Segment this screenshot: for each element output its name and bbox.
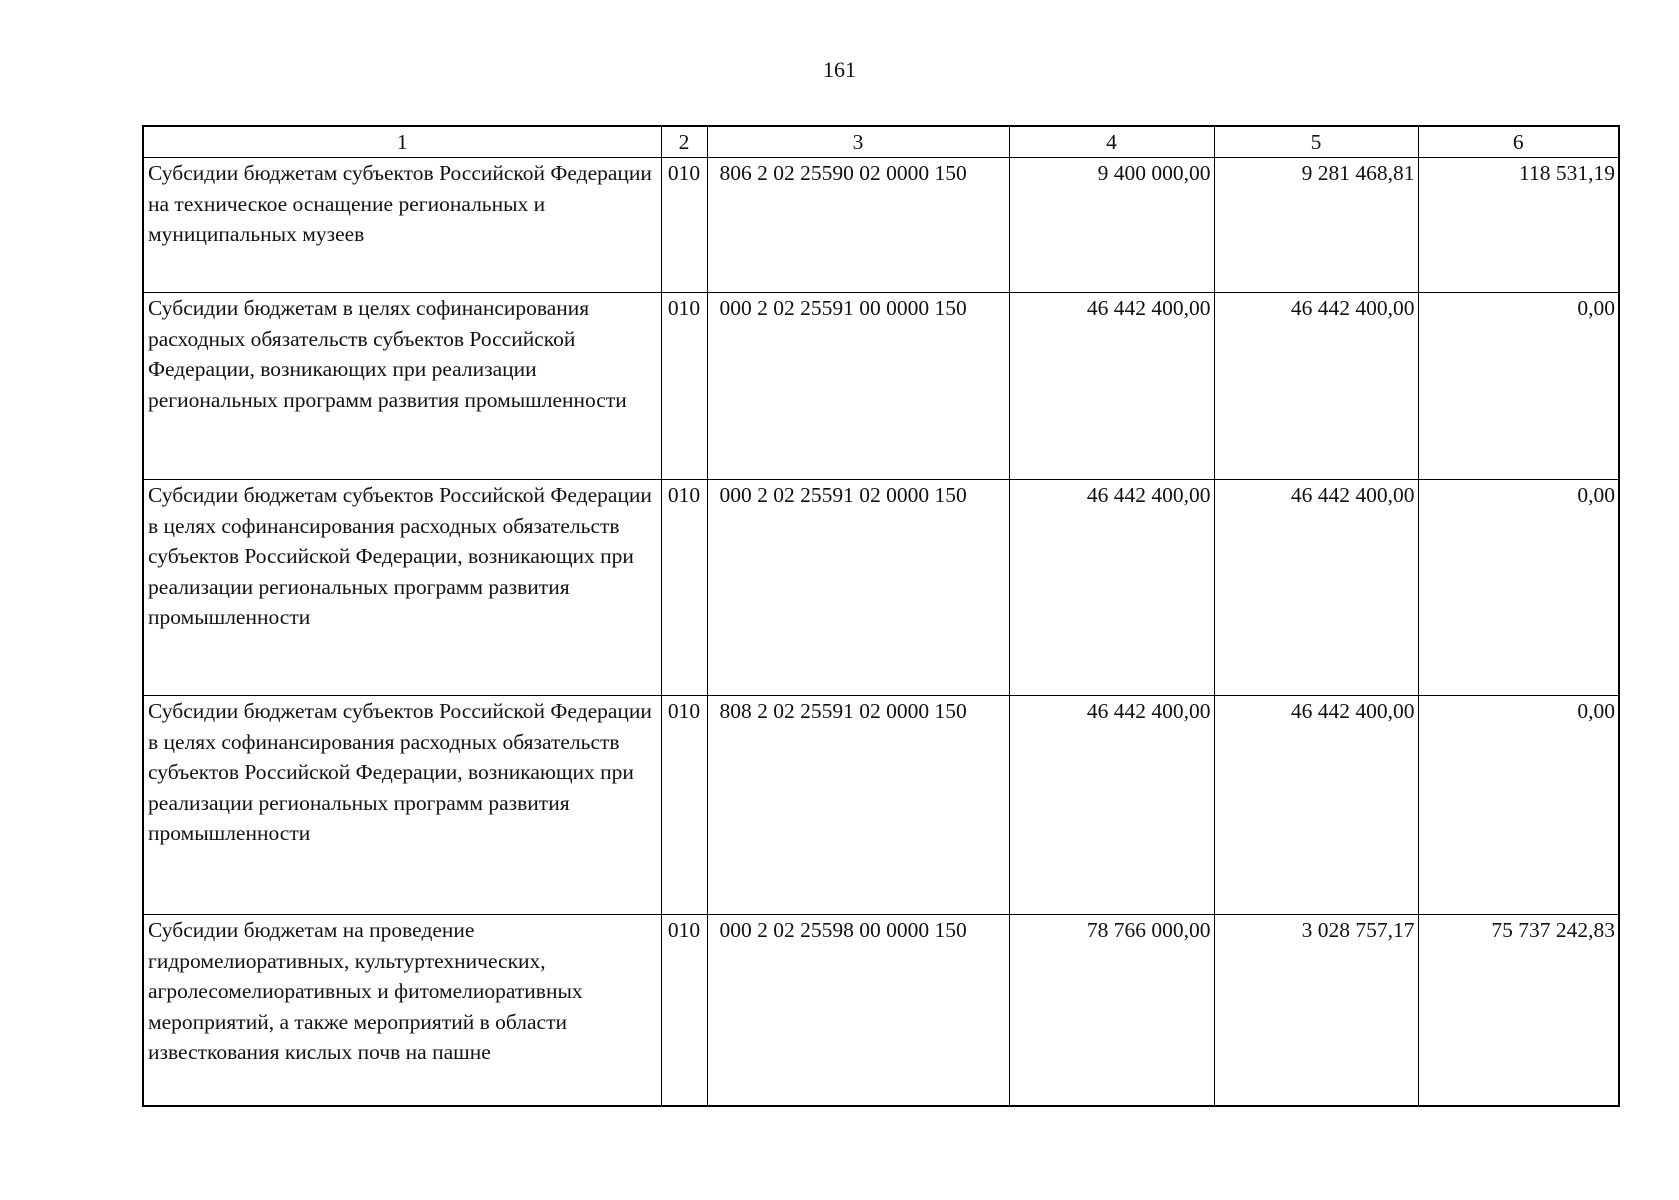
approved-amount-cell: 78 766 000,00 xyxy=(1009,915,1214,1107)
income-name-cell: Субсидии бюджетам субъектов Российской Федерации на техническое оснащение региональных и муниципальных музеев xyxy=(143,158,661,293)
approved-amount-cell: 46 442 400,00 xyxy=(1009,480,1214,696)
admin-code-cell: 010 xyxy=(661,293,707,480)
income-name-cell: Субсидии бюджетам в целях софинансирования расходных обязательств субъектов Российской Федерации, возникающих при реализации региональных программ развития промышленности xyxy=(143,293,661,480)
executed-amount-cell: 46 442 400,00 xyxy=(1214,696,1418,915)
approved-amount-cell: 9 400 000,00 xyxy=(1009,158,1214,293)
executed-amount-cell: 3 028 757,17 xyxy=(1214,915,1418,1107)
budget-class-code-cell: 808 2 02 25591 02 0000 150 xyxy=(707,696,1009,915)
budget-class-code-cell: 806 2 02 25590 02 0000 150 xyxy=(707,158,1009,293)
table-row xyxy=(143,480,1619,696)
table-row xyxy=(143,293,1619,480)
income-name-cell: Субсидии бюджетам субъектов Российской Федерации в целях софинансирования расходных обязательств субъектов Российской Федерации, возникающих при реализации региональных программ развития промышленности xyxy=(143,696,661,915)
unexecuted-amount-cell: 0,00 xyxy=(1418,293,1619,480)
unexecuted-amount-cell: 0,00 xyxy=(1418,696,1619,915)
budget-class-code-cell: 000 2 02 25591 02 0000 150 xyxy=(707,480,1009,696)
approved-amount-cell: 46 442 400,00 xyxy=(1009,696,1214,915)
admin-code-cell: 010 xyxy=(661,480,707,696)
executed-amount-cell: 46 442 400,00 xyxy=(1214,480,1418,696)
budget-execution-table xyxy=(142,125,1620,1107)
table-row xyxy=(143,696,1619,915)
table-body xyxy=(143,158,1619,1107)
column-header-3: 3 xyxy=(707,126,1009,158)
table-header xyxy=(143,126,1619,158)
column-header-6: 6 xyxy=(1418,126,1619,158)
admin-code-cell: 010 xyxy=(661,158,707,293)
column-header-4: 4 xyxy=(1009,126,1214,158)
unexecuted-amount-cell: 0,00 xyxy=(1418,480,1619,696)
budget-class-code-cell: 000 2 02 25591 00 0000 150 xyxy=(707,293,1009,480)
page-number: 161 xyxy=(823,57,856,82)
executed-amount-cell: 46 442 400,00 xyxy=(1214,293,1418,480)
column-number-row xyxy=(143,126,1619,158)
column-header-5: 5 xyxy=(1214,126,1418,158)
admin-code-cell: 010 xyxy=(661,696,707,915)
approved-amount-cell: 46 442 400,00 xyxy=(1009,293,1214,480)
income-name-cell: Субсидии бюджетам субъектов Российской Федерации в целях софинансирования расходных обязательств субъектов Российской Федерации, возникающих при реализации региональных программ развития промышленности xyxy=(143,480,661,696)
column-header-1: 1 xyxy=(143,126,661,158)
column-header-2: 2 xyxy=(661,126,707,158)
budget-class-code-cell: 000 2 02 25598 00 0000 150 xyxy=(707,915,1009,1107)
table-row xyxy=(143,915,1619,1107)
table-row xyxy=(143,158,1619,293)
executed-amount-cell: 9 281 468,81 xyxy=(1214,158,1418,293)
unexecuted-amount-cell: 75 737 242,83 xyxy=(1418,915,1619,1107)
admin-code-cell: 010 xyxy=(661,915,707,1107)
unexecuted-amount-cell: 118 531,19 xyxy=(1418,158,1619,293)
income-name-cell: Субсидии бюджетам на проведение гидромелиоративных, культуртехнических, агролесомелиоративных и фитомелиоративных мероприятий, а также мероприятий в области известкования кислых почв на пашне xyxy=(143,915,661,1107)
